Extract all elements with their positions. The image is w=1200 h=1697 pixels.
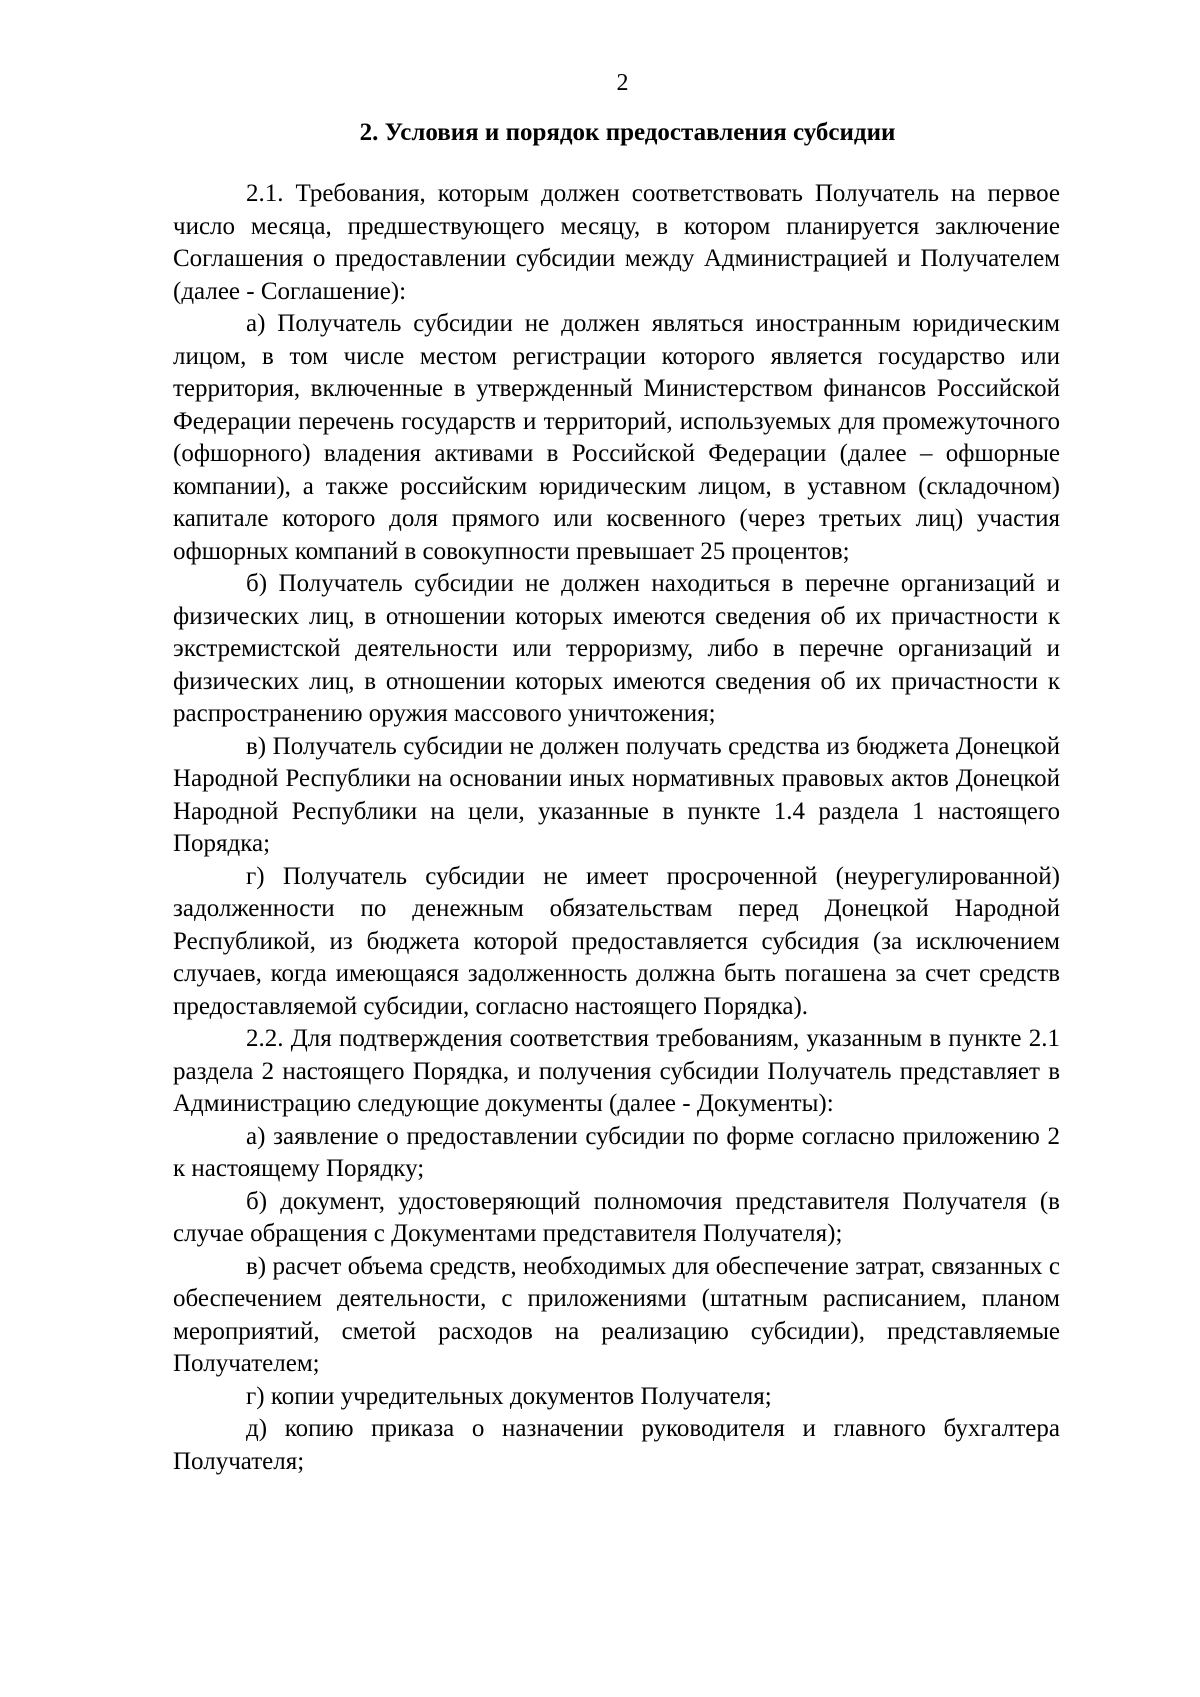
paragraph-2-2-g: г) копии учредительных документов Получателя; xyxy=(246,1382,772,1410)
paragraph-2-1-v: в) Получатель субсидии не должен получать средства из бюджета Донецкой Народной Республики на основании иных нормативных правовых актов Донецкой Народной Республики на цели, указанные в пункте 1.4 раздела 1 настоящего Порядка; xyxy=(173,732,1060,857)
document-body xyxy=(173,178,1060,1478)
paragraph-2-1-a: а) Получатель субсидии не должен являться иностранным юридическим лицом, в том числе местом регистрации которого является государство или территория, включенные в утвержденный Министерством финансов Российской Федерации перечень государств и территорий, используемых для промежуточного (офшорного) владения активами в Российской Федерации (далее – офшорные компании), а также российским юридическим лицом, в уставном (складочном) капитале которого доля прямого или косвенного (через третьих лиц) участия офшорных компаний в совокупности превышает 25 процентов; xyxy=(173,310,1060,565)
paragraph-2-1: 2.1. Требования, которым должен соответствовать Получатель на первое число месяца, предшествующего месяцу, в котором планируется заключение Соглашения о предоставлении субсидии между Администрацией и Получателем (далее - Соглашение): xyxy=(173,180,1060,305)
page-number: 2 xyxy=(616,70,629,96)
paragraph-2-1-g: г) Получатель субсидии не имеет просроченной (неурегулированной) задолженности по денежным обязательствам перед Донецкой Народной Республикой, из бюджета которой предоставляется субсидия (за исключением случаев, когда имеющаяся задолженность должна быть погашена за счет средств предоставляемой субсидии, согласно настоящего Порядка). xyxy=(173,862,1060,1020)
paragraph-2-2: 2.2. Для подтверждения соответствия требованиям, указанным в пункте 2.1 раздела 2 настоящего Порядка, и получения субсидии Получатель представляет в Администрацию следующие документы (далее - Документы): xyxy=(173,1025,1060,1117)
section-title: 2. Условия и порядок предоставления субсидии xyxy=(359,119,896,146)
paragraph-2-2-b: б) документ, удостоверяющий полномочия представителя Получателя (в случае обращения с Документами представителя Получателя); xyxy=(173,1187,1060,1247)
paragraph-2-2-v: в) расчет объема средств, необходимых для обеспечение затрат, связанных с обеспечением деятельности, с приложениями (штатным расписанием, планом мероприятий, сметой расходов на реализацию субсидии), представляемые Получателем; xyxy=(173,1252,1060,1377)
paragraph-2-2-a: а) заявление о предоставлении субсидии по форме согласно приложению 2 к настоящему Порядку; xyxy=(173,1122,1060,1182)
paragraph-2-2-d: д) копию приказа о назначении руководителя и главного бухгалтера Получателя; xyxy=(173,1415,1060,1475)
paragraph-2-1-b: б) Получатель субсидии не должен находиться в перечне организаций и физических лиц, в отношении которых имеются сведения об их причастности к экстремистской деятельности или терроризму, либо в перечне организаций и физических лиц, в отношении которых имеются сведения об их причастности к распространению оружия массового уничтожения; xyxy=(173,570,1060,727)
